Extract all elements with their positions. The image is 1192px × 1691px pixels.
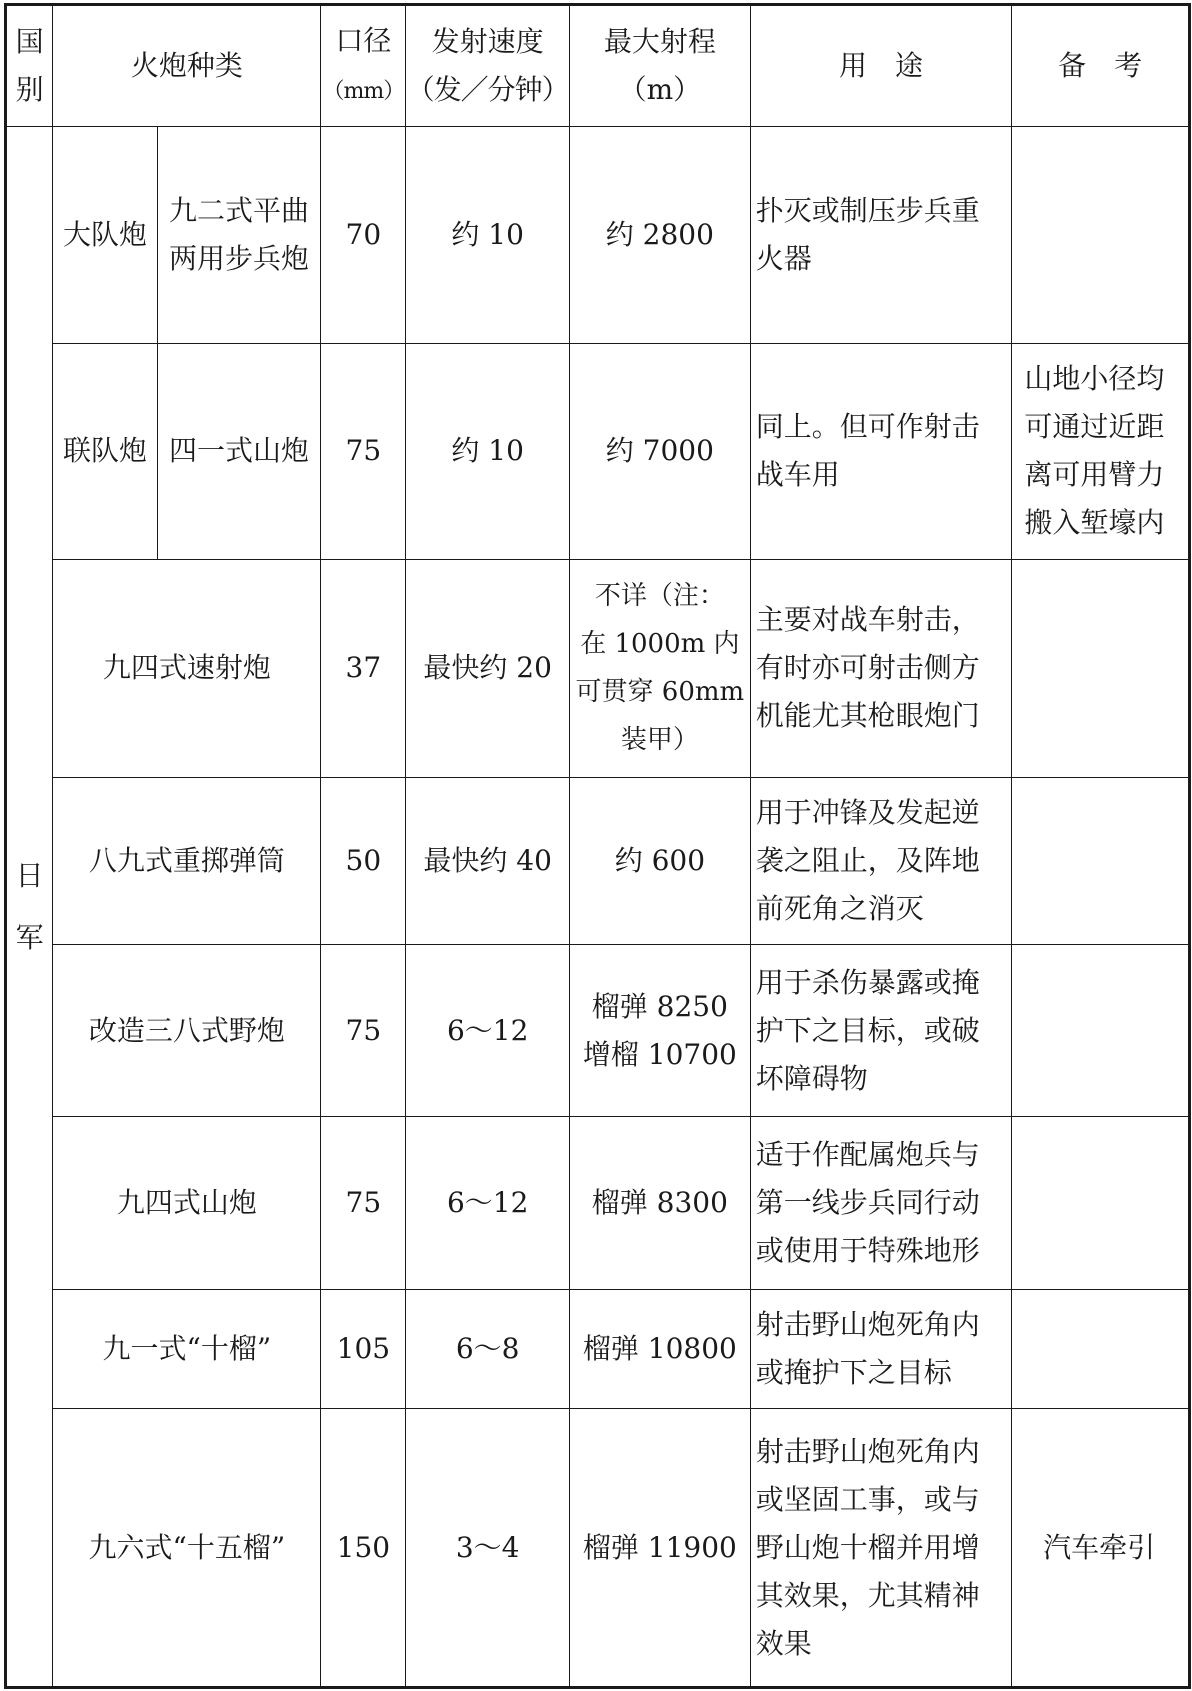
row6-rate: 6～12: [406, 1117, 570, 1289]
row3-note: [1012, 559, 1190, 777]
row4-use: 用于冲锋及发起逆 袭之阻止，及阵地 前死角之消灭: [750, 777, 1012, 944]
row7-note: [1012, 1289, 1190, 1408]
row2-group: 联队炮: [53, 343, 157, 559]
row1-range: 约 2800: [569, 127, 750, 343]
table-row: [6, 944, 1190, 1116]
row4-rate: 最快约 40: [406, 777, 570, 944]
table-row: [6, 777, 1190, 944]
table-row: [6, 1409, 1190, 1688]
header-range: 最大射程 （m）: [569, 5, 750, 127]
row1-caliber: 70: [321, 127, 406, 343]
row2-rate: 约 10: [406, 343, 570, 559]
row5-caliber: 75: [321, 944, 406, 1116]
row6-note: [1012, 1117, 1190, 1289]
header-note: 备 考: [1012, 5, 1190, 127]
row1-type: 九二式平曲 两用步兵炮: [157, 127, 321, 343]
row8-use: 射击野山炮死角内 或坚固工事，或与 野山炮十榴并用增 其效果，尤其精神 效果: [750, 1409, 1012, 1688]
row3-caliber: 37: [321, 559, 406, 777]
table-row: [6, 1289, 1190, 1408]
row4-note: [1012, 777, 1190, 944]
row3-use: 主要对战车射击， 有时亦可射击侧方 机能尤其枪眼炮门: [750, 559, 1012, 777]
row6-type: 九四式山炮: [53, 1117, 321, 1289]
row2-use: 同上。但可作射击 战车用: [750, 343, 1012, 559]
row1-rate: 约 10: [406, 127, 570, 343]
row8-range: 榴弹 11900: [569, 1409, 750, 1688]
header-type: 火炮种类: [53, 5, 321, 127]
row4-range: 约 600: [569, 777, 750, 944]
row6-use: 适于作配属炮兵与 第一线步兵同行动 或使用于特殊地形: [750, 1117, 1012, 1289]
row4-type: 八九式重掷弹筒: [53, 777, 321, 944]
row1-group: 大队炮: [53, 127, 157, 343]
row2-note: 山地小径均 可通过近距 离可用臂力 搬入堑壕内: [1012, 343, 1190, 559]
row1-use: 扑灭或制压步兵重 火器: [750, 127, 1012, 343]
table-row: [6, 127, 1190, 343]
row3-type: 九四式速射炮: [53, 559, 321, 777]
header-rate: 发射速度 （发／分钟）: [406, 5, 570, 127]
row2-type: 四一式山炮: [157, 343, 321, 559]
row7-use: 射击野山炮死角内 或掩护下之目标: [750, 1289, 1012, 1408]
header-caliber: 口径 （mm）: [321, 5, 406, 127]
artillery-table: [4, 3, 1191, 1689]
row5-use: 用于杀伤暴露或掩 护下之目标，或破 坏障碍物: [750, 944, 1012, 1116]
row7-range: 榴弹 10800: [569, 1289, 750, 1408]
row5-range: 榴弹 8250 增榴 10700: [569, 944, 750, 1116]
table-row: [6, 343, 1190, 559]
row3-rate: 最快约 20: [406, 559, 570, 777]
header-row: [6, 5, 1190, 127]
row2-range: 约 7000: [569, 343, 750, 559]
row8-note: 汽车牵引: [1012, 1409, 1190, 1688]
row7-rate: 6～8: [406, 1289, 570, 1408]
table-row: [6, 1117, 1190, 1289]
row8-rate: 3～4: [406, 1409, 570, 1688]
row3-range: 不详（注： 在 1000m 内 可贯穿 60mm 装甲）: [569, 559, 750, 777]
table-row: [6, 559, 1190, 777]
row6-range: 榴弹 8300: [569, 1117, 750, 1289]
row5-note: [1012, 944, 1190, 1116]
row4-caliber: 50: [321, 777, 406, 944]
row8-type: 九六式“十五榴”: [53, 1409, 321, 1688]
row8-caliber: 150: [321, 1409, 406, 1688]
row7-caliber: 105: [321, 1289, 406, 1408]
header-use: 用 途: [750, 5, 1012, 127]
row2-caliber: 75: [321, 343, 406, 559]
row5-type: 改造三八式野炮: [53, 944, 321, 1116]
header-country: 国 别: [6, 5, 53, 127]
row7-type: 九一式“十榴”: [53, 1289, 321, 1408]
row6-caliber: 75: [321, 1117, 406, 1289]
row1-note: [1012, 127, 1190, 343]
row5-rate: 6～12: [406, 944, 570, 1116]
country-cell: 日 军: [6, 127, 53, 1688]
